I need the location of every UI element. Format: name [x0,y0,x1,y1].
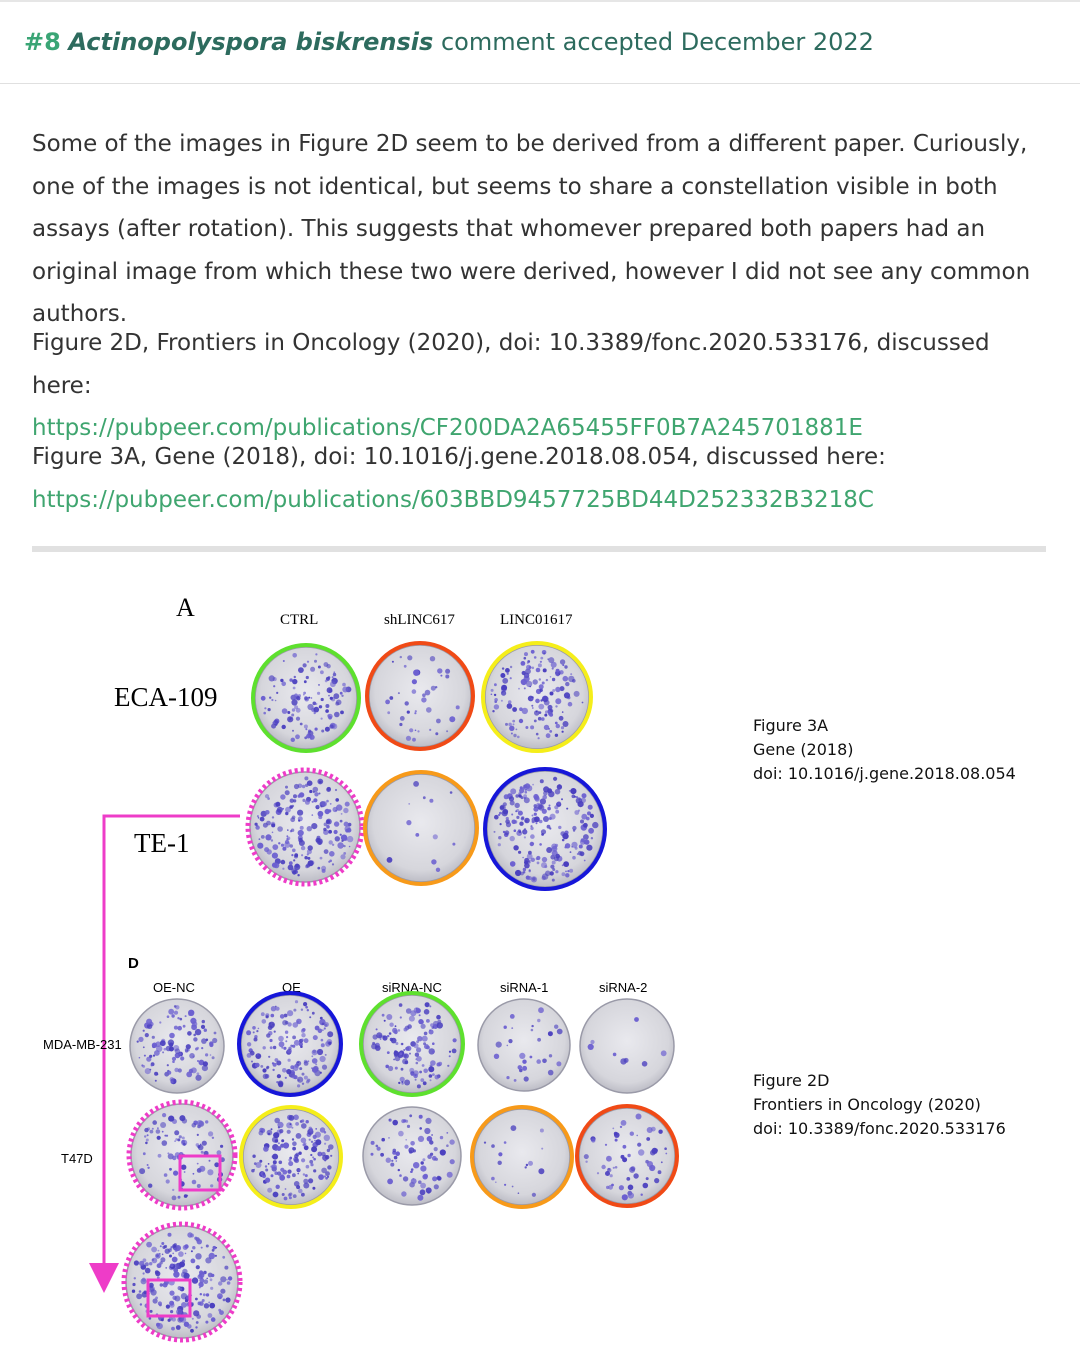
caption-3a-line-2: Gene (2018) [753,740,854,759]
panel-d-col-sirna1: siRNA-1 [500,980,549,995]
caption-3a-line-1: Figure 3A [753,716,829,735]
panel-a-col-linc01617: LINC01617 [500,612,573,628]
caption-2d-line-1: Figure 2D [753,1071,830,1090]
plate-d-mda-sirna2 [580,999,674,1093]
panel-a-col-shlinc617: shLINC617 [384,612,455,628]
panel-a-row-eca109: ECA-109 [114,682,218,712]
plate-d-mda-sirnanc [361,993,463,1095]
plate-a-te1-linc01617 [485,769,605,889]
divider [32,546,1046,552]
panel-a-plates [248,643,605,889]
panel-a-letter: A [176,593,195,622]
comment-status: comment accepted December 2022 [433,28,874,56]
panel-d-plates [124,993,677,1340]
comment-title [24,28,874,56]
panel-d-col-sirna2: siRNA-2 [599,980,648,995]
species-name: Actinopolyspora biskrensis [68,28,434,56]
plate-d-mda-oenc [130,999,224,1093]
plate-d-t47d-sirna2 [577,1106,677,1206]
reference-2 [32,436,1052,521]
plate-d-t47d-sirna1 [472,1107,572,1207]
panel-a-row-te1: TE-1 [134,828,190,858]
comparison-figure [0,560,1080,1360]
caption-2d-line-2: Frontiers in Oncology (2020) [753,1095,981,1114]
reference-1 [32,322,1052,450]
reference-1-link[interactable]: https://pubpeer.com/publications/CF200DA2A65455FF0B7A245701881E [32,415,863,441]
reference-2-link[interactable]: https://pubpeer.com/publications/603BBD9457725BD44D252332B3218C [32,486,874,513]
plate-a-eca109-shlinc617 [367,643,473,749]
plate-a-te1-shlinc617 [365,772,477,884]
panel-a-col-ctrl: CTRL [280,612,319,628]
panel-d-row-mda: MDA-MB-231 [43,1037,122,1052]
plate-d-mda-sirna1 [478,999,570,1091]
plate-d-t47d-oe [241,1107,341,1207]
plate-a-eca109-linc01617 [483,643,591,751]
caption-3a-line-3: doi: 10.1016/j.gene.2018.08.054 [753,764,1016,783]
figure-image [0,560,1080,1360]
comment-paragraph: Some of the images in Figure 2D seem to be derived from a different paper. Curiously, one of the images is not identical, but seems to share a constellation visible in both assays (after rotation). This suggests that whomever prepared both papers had an original image from which these two were derived, however I did not see any common authors. [32,131,1031,327]
panel-d-letter: D [128,955,139,972]
plate-d-mda-oe [239,993,341,1095]
panel-d-col-oenc: OE-NC [153,980,195,995]
plate-a-eca109-ctrl [253,645,359,751]
caption-figure-3a [753,714,1016,786]
reference-1-text: Figure 2D, Frontiers in Oncology (2020), doi: 10.3389/fonc.2020.533176, discussed here: [32,330,990,399]
caption-2d-line-3: doi: 10.3389/fonc.2020.533176 [753,1119,1006,1138]
caption-figure-2d [753,1069,1006,1141]
plate-d-t47d-sirnanc [363,1107,461,1205]
plate-a-te1-ctrl [248,770,362,884]
reference-2-text: Figure 3A, Gene (2018), doi: 10.1016/j.gene.2018.08.054, discussed here: [32,444,886,470]
comment-number[interactable]: #8 [24,28,61,56]
comment-header [0,2,1080,84]
panel-d-row-t47d: T47D [61,1151,93,1166]
panel-d-col-sirnanc: siRNA-NC [382,980,442,995]
plate-d-t47d-rotated [124,1224,240,1340]
panel-d-col-oe: OE [282,980,301,995]
